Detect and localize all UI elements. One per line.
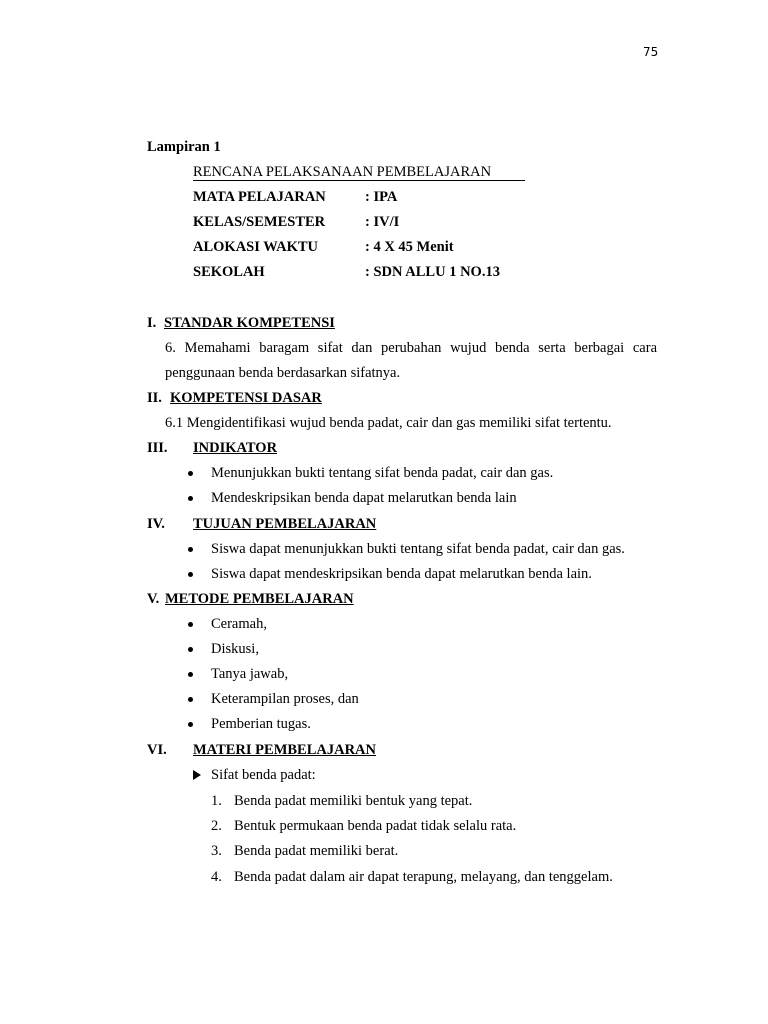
section-2-text: 6.1 Mengidentifikasi wujud benda padat, cair dan gas memiliki sifat tertentu. [165, 415, 612, 431]
bullet-icon [188, 471, 193, 476]
section-3-number: III. [147, 440, 168, 456]
section-1-text-line1: 6. Memahami baragam sifat dan perubahan wujud benda serta berbagai cara [165, 340, 657, 356]
section-2-title: KOMPETENSI DASAR [170, 390, 322, 406]
bullet-icon [188, 572, 193, 577]
document-title: RENCANA PELAKSANAAN PEMBELAJARAN [193, 164, 492, 180]
field-value-alokasi-waktu: : 4 X 45 Menit [365, 239, 454, 255]
field-value-mata-pelajaran: : IPA [365, 189, 398, 205]
metode-item: Pemberian tugas. [211, 716, 311, 732]
section-5-number: V. [147, 591, 160, 607]
title-underline [193, 180, 525, 181]
page-number: 75 [643, 45, 659, 59]
section-6-number: VI. [147, 742, 167, 758]
materi-item: Benda padat memiliki bentuk yang tepat. [234, 793, 473, 809]
bullet-icon [188, 647, 193, 652]
section-3-title: INDIKATOR [193, 440, 278, 456]
section-6-title: MATERI PEMBELAJARAN [193, 742, 376, 758]
bullet-icon [188, 622, 193, 627]
field-label-mata-pelajaran: MATA PELAJARAN [193, 189, 326, 205]
materi-item-number: 3. [211, 843, 222, 859]
indikator-item: Mendeskripsikan benda dapat melarutkan benda lain [211, 490, 517, 506]
tujuan-item: Siswa dapat menunjukkan bukti tentang sifat benda padat, cair dan gas. [211, 541, 625, 557]
metode-item: Diskusi, [211, 641, 259, 657]
section-4-title: TUJUAN PEMBELAJARAN [193, 516, 377, 532]
metode-item: Keterampilan proses, dan [211, 691, 359, 707]
indikator-item: Menunjukkan bukti tentang sifat benda padat, cair dan gas. [211, 465, 554, 481]
materi-item-number: 4. [211, 869, 222, 885]
bullet-icon [188, 547, 193, 552]
lampiran-label: Lampiran 1 [147, 139, 221, 155]
materi-item: Benda padat dalam air dapat terapung, melayang, dan tenggelam. [234, 869, 613, 885]
bullet-icon [188, 722, 193, 727]
arrow-bullet-icon [193, 770, 201, 780]
bullet-icon [188, 496, 193, 501]
materi-item: Bentuk permukaan benda padat tidak selalu rata. [234, 818, 517, 834]
tujuan-item: Siswa dapat mendeskripsikan benda dapat melarutkan benda lain. [211, 566, 592, 582]
materi-item-number: 1. [211, 793, 222, 809]
field-label-kelas-semester: KELAS/SEMESTER [193, 214, 326, 230]
metode-item: Tanya jawab, [211, 666, 289, 682]
field-label-alokasi-waktu: ALOKASI WAKTU [193, 239, 319, 255]
section-1-text-line2: penggunaan benda berdasarkan sifatnya. [165, 365, 401, 381]
metode-item: Ceramah, [211, 616, 267, 632]
section-2-number: II. [147, 390, 162, 406]
section-1-title: STANDAR KOMPETENSI [164, 315, 335, 331]
section-5-title: METODE PEMBELAJARAN [165, 591, 354, 607]
field-value-kelas-semester: : IV/I [365, 214, 400, 230]
materi-subheading: Sifat benda padat: [211, 767, 316, 783]
bullet-icon [188, 697, 193, 702]
materi-item: Benda padat memiliki berat. [234, 843, 399, 859]
section-4-number: IV. [147, 516, 165, 532]
field-label-sekolah: SEKOLAH [193, 264, 265, 280]
materi-item-number: 2. [211, 818, 222, 834]
bullet-icon [188, 672, 193, 677]
section-1-number: I. [147, 315, 157, 331]
field-value-sekolah: : SDN ALLU 1 NO.13 [365, 264, 500, 280]
